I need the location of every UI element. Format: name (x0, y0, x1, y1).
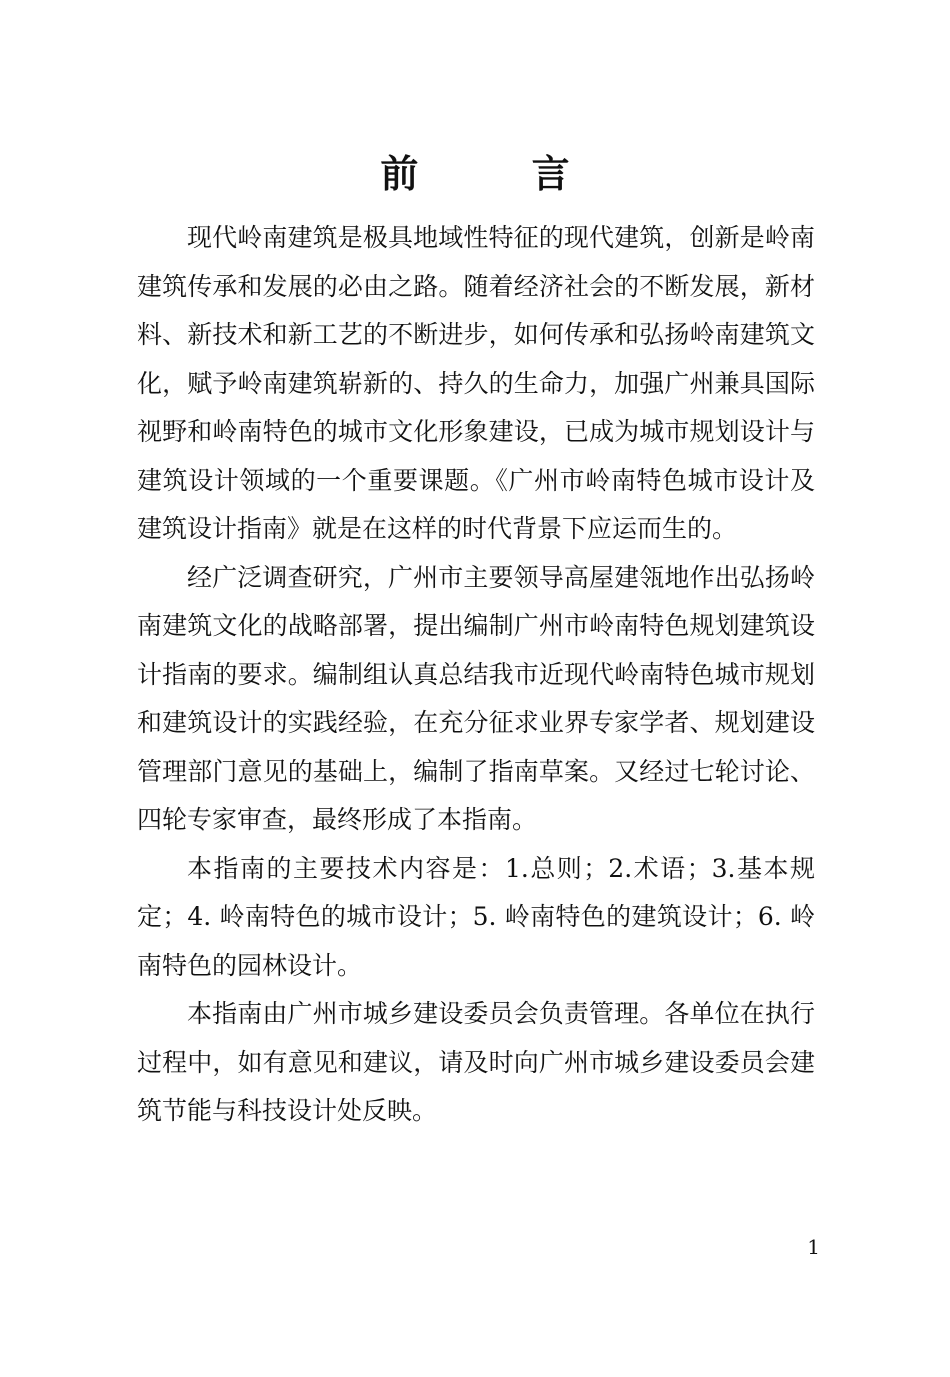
preface-body (137, 214, 815, 1136)
paragraph-1: 现代岭南建筑是极具地域性特征的现代建筑，创新是岭南建筑传承和发展的必由之路。随着经济社会的不断发展，新材料、新技术和新工艺的不断进步，如何传承和弘扬岭南建筑文化，赋予岭南建筑崭新的、持久的生命力，加强广州兼具国际视野和岭南特色的城市文化形象建设，已成为城市规划设计与建筑设计领域的一个重要课题。《广州市岭南特色城市设计及建筑设计指南》就是在这样的时代背景下应运而生的。 (137, 223, 815, 543)
paragraph-3: 本指南的主要技术内容是：1.总则；2.术语；3.基本规定；4. 岭南特色的城市设计；5. 岭南特色的建筑设计；6. 岭南特色的园林设计。 (137, 853, 815, 980)
paragraph-4: 本指南由广州市城乡建设委员会负责管理。各单位在执行过程中，如有意见和建议，请及时向广州市城乡建设委员会建筑节能与科技设计处反映。 (137, 999, 815, 1125)
page-number: 1 (807, 1235, 820, 1259)
page-title: 前 言 (380, 151, 620, 196)
paragraph-2: 经广泛调查研究，广州市主要领导高屋建瓴地作出弘扬岭南建筑文化的战略部署，提出编制广州市岭南特色规划建筑设计指南的要求。编制组认真总结我市近现代岭南特色城市规划和建筑设计的实践经验，在充分征求业界专家学者、规划建设管理部门意见的基础上，编制了指南草案。又经过七轮讨论、四轮专家审查，最终形成了本指南。 (137, 562, 815, 834)
